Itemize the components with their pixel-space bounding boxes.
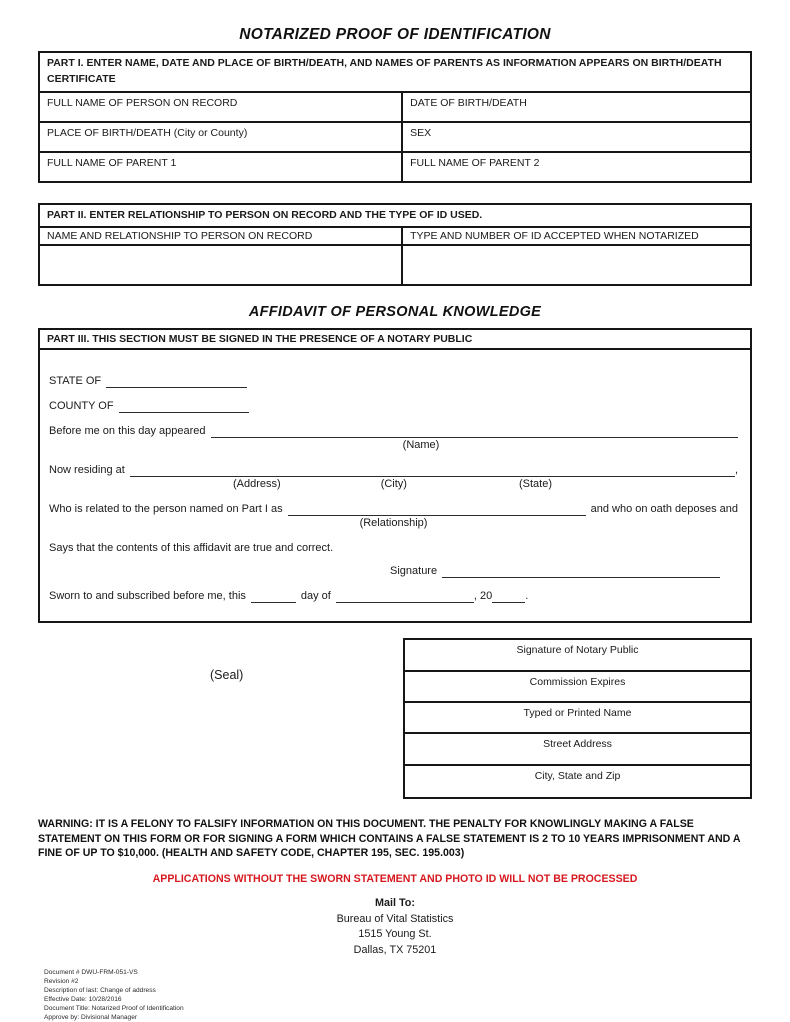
column-header-relationship: NAME AND RELATIONSHIP TO PERSON ON RECORD	[39, 227, 402, 245]
oath-deposes-text: and who on oath deposes and	[590, 503, 738, 516]
sworn-prefix: Sworn to and subscribed before me, this	[49, 590, 246, 603]
table-row	[39, 122, 751, 152]
table-row	[39, 227, 751, 245]
part1-header: PART I. ENTER NAME, DATE AND PLACE OF BIRTH/DEATH, AND NAMES OF PARENTS AS INFORMATION APPEARS ON BIRTH/DEATH CERTIFICATE	[39, 52, 751, 92]
residing-comma: ,	[734, 464, 738, 477]
table-row	[39, 245, 751, 285]
field-label: FULL NAME OF PERSON ON RECORD	[47, 96, 238, 109]
field-label: FULL NAME OF PARENT 1	[47, 156, 177, 169]
residing-field-line[interactable]	[130, 464, 735, 477]
red-notice-text: APPLICATIONS WITHOUT THE SWORN STATEMENT AND PHOTO ID WILL NOT BE PROCESSED	[152, 873, 638, 886]
field-date-of-birth-death[interactable]	[402, 92, 751, 122]
field-id-type-number-input[interactable]	[402, 245, 751, 285]
sworn-period: .	[525, 590, 529, 603]
page-title: NOTARIZED PROOF OF IDENTIFICATION	[239, 26, 551, 43]
relationship-caption: (Relationship)	[359, 517, 428, 530]
field-label: Street Address	[543, 738, 612, 751]
appeared-name-field-line[interactable]	[211, 425, 738, 438]
sworn-day-field-line[interactable]	[251, 590, 296, 603]
appeared-label: Before me on this day appeared	[49, 425, 206, 438]
field-label: Signature of Notary Public	[516, 644, 639, 657]
field-label: City, State and Zip	[534, 769, 621, 782]
notary-city-state-zip-row[interactable]	[405, 766, 750, 797]
field-label: PLACE OF BIRTH/DEATH (City or County)	[47, 126, 248, 139]
field-label: DATE OF BIRTH/DEATH	[410, 96, 527, 109]
field-place-of-birth-death[interactable]	[39, 122, 402, 152]
county-of-field-line[interactable]	[119, 400, 249, 413]
felony-warning-text: WARNING: IT IS A FELONY TO FALSIFY INFORMATION ON THIS DOCUMENT. THE PENALTY FOR KNOWLINGLY MAKING A FALSE STATEMENT ON THIS FORM OR FOR SIGNING A FORM WHICH CONTAINS A FALSE STATEMENT IS 2 TO 10 YEARS IMPRISONMENT AND A FINE OF UP TO $10,000. (HEALTH AND SAFETY CODE, CHAPTER 195, SEC. 195.003)	[38, 818, 741, 860]
field-label: FULL NAME OF PARENT 2	[410, 156, 540, 169]
notary-table	[403, 638, 752, 799]
mail-to-block	[38, 896, 752, 959]
footer-line: Document # DWU-FRM-051-VS	[44, 968, 138, 976]
field-full-name-on-record[interactable]	[39, 92, 402, 122]
affidavit-true-statement: Says that the contents of this affidavit are true and correct.	[49, 542, 334, 555]
notary-section	[38, 638, 752, 798]
affidavit-title: AFFIDAVIT OF PERSONAL KNOWLEDGE	[248, 304, 542, 321]
city-caption: (City)	[380, 478, 407, 491]
footer-line: Effective Date: 10/28/2016	[44, 995, 122, 1003]
address-caption: (Address)	[233, 478, 281, 491]
field-label: Typed or Printed Name	[523, 707, 632, 720]
field-parent2-name[interactable]	[402, 152, 751, 182]
sworn-year-prefix: , 20	[473, 590, 493, 603]
name-caption: (Name)	[402, 439, 440, 452]
field-sex[interactable]	[402, 122, 751, 152]
state-of-label: STATE OF	[49, 375, 102, 388]
county-of-label: COUNTY OF	[49, 400, 114, 413]
notary-street-address-row[interactable]	[405, 734, 750, 765]
day-of-label: day of	[300, 590, 331, 603]
footer-line: Approve by: Divisional Manager	[44, 1014, 138, 1022]
notary-printed-name-row[interactable]	[405, 703, 750, 734]
column-header-id-type: TYPE AND NUMBER OF ID ACCEPTED WHEN NOTARIZED	[402, 227, 751, 245]
field-label: Commission Expires	[529, 675, 626, 688]
mail-to-line: Dallas, TX 75201	[353, 944, 437, 956]
seal-label: (Seal)	[210, 668, 244, 683]
mail-to-line: Bureau of Vital Statistics	[336, 912, 454, 925]
state-caption: (State)	[518, 478, 552, 491]
footer-line: Revision #2	[44, 977, 79, 985]
state-of-field-line[interactable]	[106, 375, 247, 388]
signature-label: Signature	[390, 565, 438, 578]
signature-field-line[interactable]	[442, 565, 720, 578]
sworn-month-field-line[interactable]	[336, 590, 474, 603]
field-label: SEX	[410, 126, 432, 139]
sworn-year-field-line[interactable]	[492, 590, 525, 603]
notary-commission-row[interactable]	[405, 672, 750, 703]
field-parent1-name[interactable]	[39, 152, 402, 182]
footer-line: Document Title: Notarized Proof of Identification	[44, 1005, 184, 1013]
part2-table	[38, 203, 752, 287]
relationship-field-line[interactable]	[288, 503, 586, 516]
part3-section	[38, 328, 752, 623]
footer-line: Description of last: Change of address	[44, 986, 156, 994]
residing-label: Now residing at	[49, 464, 125, 477]
part2-header: PART II. ENTER RELATIONSHIP TO PERSON ON RECORD AND THE TYPE OF ID USED.	[39, 204, 751, 228]
mail-to-line: 1515 Young St.	[358, 928, 432, 941]
table-row	[39, 92, 751, 122]
notary-signature-row[interactable]	[405, 640, 750, 671]
document-control-footer	[38, 968, 752, 1022]
table-row	[39, 152, 751, 182]
part1-table	[38, 51, 752, 183]
related-label: Who is related to the person named on Part I as	[49, 503, 283, 516]
field-name-relationship-input[interactable]	[39, 245, 402, 285]
part3-header: PART III. THIS SECTION MUST BE SIGNED IN THE PRESENCE OF A NOTARY PUBLIC	[40, 330, 750, 350]
mail-to-label: Mail To:	[375, 897, 415, 910]
